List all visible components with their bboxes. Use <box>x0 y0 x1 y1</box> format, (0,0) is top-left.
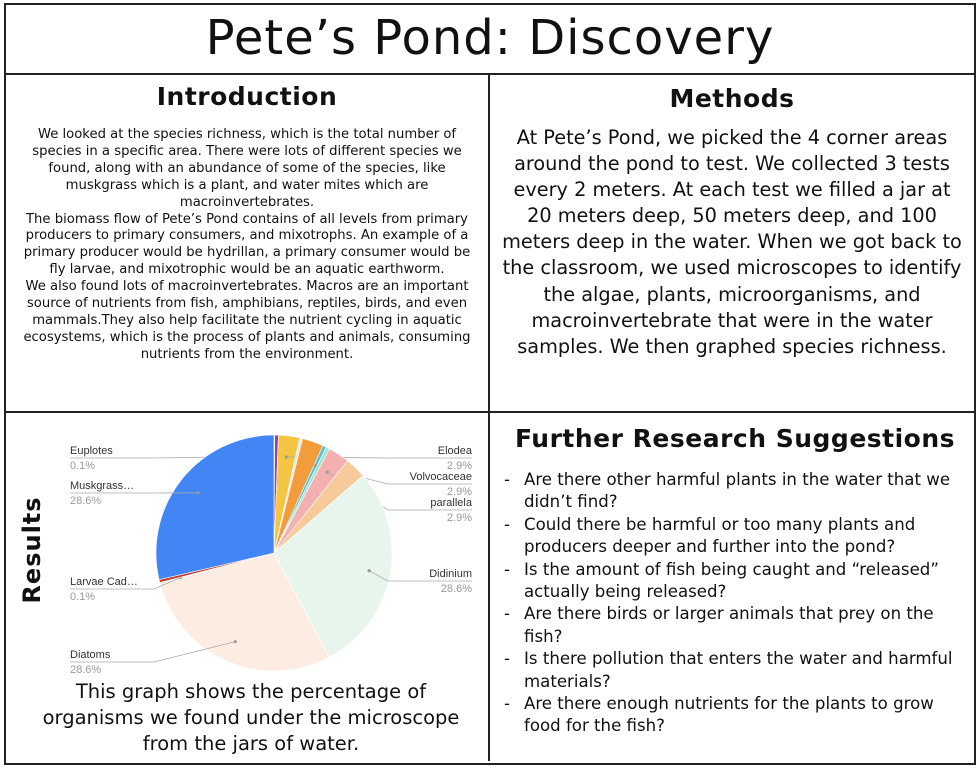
methods-section <box>490 77 974 411</box>
list-item-text: Could there be harmful or too many plants and producers deeper and further into the pond? <box>524 514 916 557</box>
slice-label: Elodea <box>437 445 472 457</box>
list-item-text: Are there birds or larger animals that prey on the fish? <box>524 604 934 646</box>
slice-percent-label: 2.9% <box>446 486 472 498</box>
leader-dot <box>234 640 237 643</box>
bullet-dash: - <box>504 559 510 579</box>
list-item <box>504 514 966 559</box>
slice-percent-label: 0.1% <box>70 460 96 472</box>
list-item <box>504 693 966 738</box>
introduction-paragraph: The biomass flow of Pete’s Pond contains of all levels from primary producers to primary consumers, and mixotrophs. An example of a primary producer would be hydrillan, a primary consumer would be fly larvae, and mixotrophic would be an aquatic earthworm. <box>23 211 471 278</box>
introduction-section <box>6 77 488 411</box>
bullet-dash: - <box>504 694 510 714</box>
leader-dot <box>368 569 371 572</box>
results-caption: This graph shows the percentage of organisms we found under the microscope from the jars of water. <box>42 680 460 755</box>
leader-dot <box>197 491 200 494</box>
results-heading: Results <box>18 496 46 604</box>
poster-title: Pete’s Pond: Discovery <box>6 5 974 75</box>
introduction-text <box>18 127 476 364</box>
bullet-dash: - <box>504 514 510 534</box>
slice-label: Muskgrass… <box>70 480 135 492</box>
slice-percent-label: 28.6% <box>440 583 472 595</box>
bullet-dash: - <box>504 470 510 489</box>
leader-dot <box>326 471 329 474</box>
results-section <box>6 413 488 763</box>
poster <box>4 3 976 765</box>
leader-dot <box>285 455 288 458</box>
species-pie-chart <box>6 413 488 681</box>
slice-label: Larvae Cad… <box>70 576 138 588</box>
further-research-section <box>490 413 974 763</box>
list-item <box>504 603 966 648</box>
introduction-paragraph: We also found lots of macroinvertebrates. Macros are an important source of nutrients from fish, amphibians, reptiles, birds, and even mammals.They also help facilitate the nutrient cycling in aquatic ecosystems, which is the process of plants and animals, consuming nutrients from the environment. <box>23 279 471 362</box>
slice-label: Diatoms <box>70 649 111 661</box>
list-item-text: Are there enough nutrients for the plants to grow food for the fish? <box>524 694 934 736</box>
slice-percent-label: 0.1% <box>70 591 96 603</box>
slice-label: parallela <box>430 497 472 509</box>
bullet-dash: - <box>504 604 510 624</box>
bullet-dash: - <box>504 649 510 669</box>
slice-percent-label: 28.6% <box>70 664 102 676</box>
list-item-text: Is the amount of fish being caught and “released” actually being released? <box>524 559 939 602</box>
slice-label: Didinium <box>429 568 472 580</box>
list-item-text: Are there other harmful plants in the water that we didn’t find? <box>524 470 951 512</box>
slice-percent-label: 28.6% <box>70 495 102 507</box>
introduction-paragraph: We looked at the species richness, which is the total number of species in a specific area. There were lots of different species we found, along with an abundance of some of the species, like muskgrass which is a plant, and water mites which are macroinvertebrates. <box>32 127 462 210</box>
slice-label: Euplotes <box>70 445 113 457</box>
slice-percent-label: 2.9% <box>446 460 472 472</box>
list-item <box>504 648 966 693</box>
slice-label: Volvocaceae <box>409 471 472 483</box>
list-item <box>504 469 966 514</box>
further-research-list <box>504 469 966 738</box>
list-item-text: Is there pollution that enters the water and harmful materials? <box>524 649 953 691</box>
list-item <box>504 559 966 604</box>
further-research-heading: Further Research Suggestions <box>514 424 956 453</box>
slice-percent-label: 2.9% <box>446 512 472 524</box>
introduction-heading: Introduction <box>156 82 338 111</box>
methods-heading: Methods <box>669 84 795 113</box>
methods-text: At Pete’s Pond, we picked the 4 corner areas around the pond to test. We collected 3 tests every 2 meters. At each test we filled a jar at 20 meters deep, 50 meters deep, and 100 meters deep in the water. When we got back to the classroom, we used microscopes to identify the algae, plants, microorganisms, and macroinvertebrate that were in the water samples. We then graphed species richness. <box>502 126 962 358</box>
